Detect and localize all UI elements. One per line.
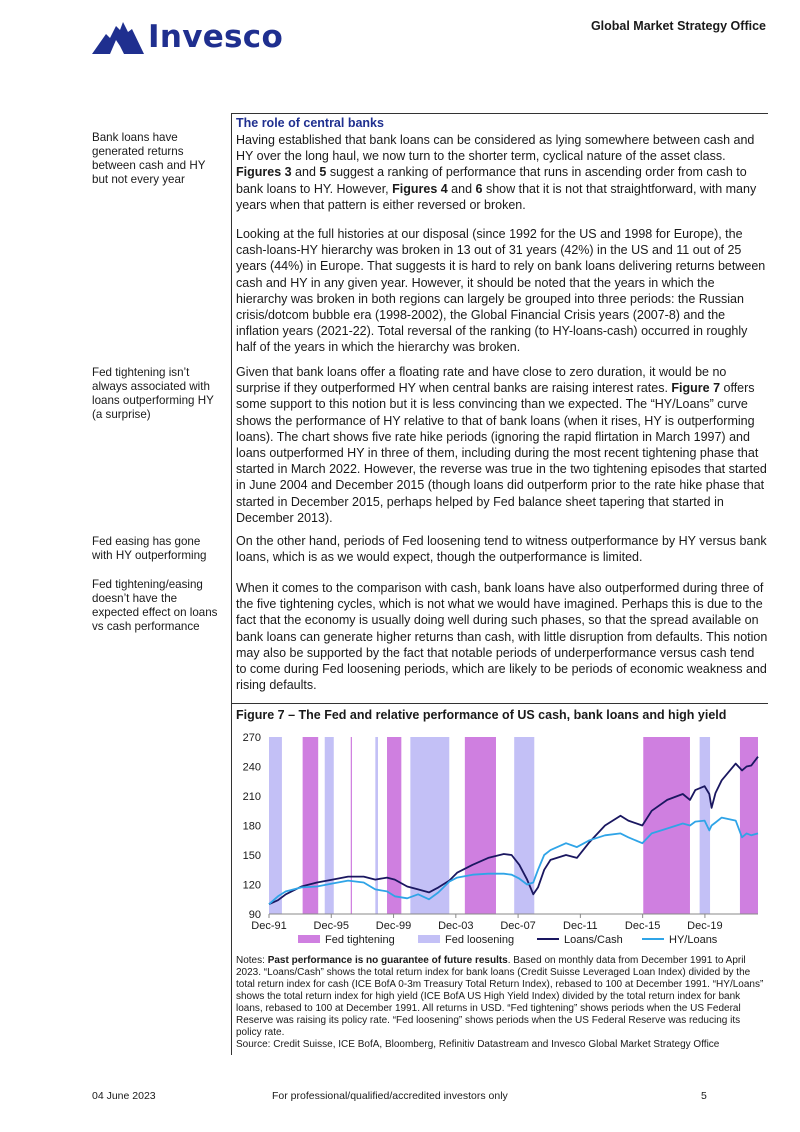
fed-loosening-band [325,737,334,914]
margin-note: Bank loans have generated returns between cash and HY but not every year [92,131,206,186]
fed-tightening-band [740,737,758,914]
paragraph: When it comes to the comparison with cash, bank loans have also outperformed during three of the five tightening cycles, which is not what we would have imagined. Perhaps this is due to the fact that the economy is usually doing well during such phases, so that the spread available on bank loans can generate higher returns than cash, with little disruption from defaults. This notion may also be supported by the fact that notable periods of underperformance versus cash tend to come during Fed loosening periods, which are likely to be periods of economic weakness and rising defaults. [236,581,768,693]
y-tick-label: 150 [242,850,261,862]
y-tick-label: 210 [242,791,261,803]
fed-loosening-band [269,737,282,914]
legend-swatch [418,935,440,943]
x-tick-label: Dec-19 [687,920,723,932]
office-name: Global Market Strategy Office [590,19,766,33]
y-tick-label: 240 [242,761,261,774]
invesco-logo [92,18,283,56]
fed-loosening-band [375,737,378,914]
mountain-logo-icon [92,20,144,54]
legend-label: Loans/Cash [564,934,623,946]
figure-title: Figure 7 – The Fed and relative performance of US cash, bank loans and high yield [236,708,727,722]
x-tick-label: Dec-15 [624,920,661,932]
fed-tightening-band [351,737,352,914]
figure-7-chart [232,728,768,952]
x-tick-label: Dec-99 [375,920,412,932]
y-tick-label: 180 [242,820,261,833]
paragraph: Looking at the full histories at our disposal (since 1992 for the US and 1998 for Europe), the cash-loans-HY hierarchy was broken in 13 out of 31 years (42%) in the US and 11 out of 25 years (44%) in Europe. That suggests it is hard to rely on bank loans delivering returns between cash and HY in any given year. However, it should be noted that the years in which the hierarchy was broken in both regions can largely be grouped into three periods: the Russian crisis/dotcom bubble era (1998-2002), the Global Financial Crisis years (2007-8) and the inflation years (2021-22). Total reversal of the ranking (to HY-loans-cash) occurred in roughly half of the years in which the hierarchy was broken. [236,227,766,355]
figure-rule [232,703,768,704]
paragraph: On the other hand, periods of Fed loosening tend to witness outperformance by HY versus bank loans, which is as we would expect, though the outperformance is limited. [236,534,767,565]
fed-tightening-band [465,737,496,914]
y-tick-label: 120 [242,879,261,892]
legend-label: Fed tightening [325,934,395,946]
x-tick-label: Dec-91 [251,920,287,932]
y-tick-label: 270 [242,732,261,744]
paragraph: Given that bank loans offer a floating rate and have close to zero duration, it would be no surprise if they outperformed HY when central banks are raising interest rates. Figure 7 offers some support to this notion but it is less convincing than we expected. The “HY/Loans” curve shows the performance of HY relative to that of bank loans (when it rises, HY is outperforming loans). The chart shows five rate hike periods (ignoring the rapid flirtation in March 1997) and loans outperformed HY in three of them, including during the most recent tightening phase that started in March 2022. However, the reverse was true in the two tightening episodes that started in June 2004 and December 2015 (though loans did outperform prior to the rate hike phase that started in December 2015, perhaps helped by Fed balance sheet tapering that started in December 2013). [236,365,767,525]
section-title: The role of central banks [236,116,384,130]
fed-tightening-band [643,737,690,914]
margin-note: Fed tightening isn’t always associated with loans outperforming HY (a surprise) [92,366,214,421]
x-tick-label: Dec-07 [500,920,536,932]
legend-label: Fed loosening [445,934,515,946]
fed-loosening-band [700,737,710,914]
figure-notes: Notes: Past performance is no guarantee of future results. Based on monthly data from December 1991 to April 2023. “Loans/Cash” shows the total return index for bank loans (Credit Suisse Leveraged Loan Index) divided by the total return index for cash (ICE BofA 0-3m Treasury Total Return Index), rebased to 100 at December 1991. “HY/Loans” shows the total return index for high yield (ICE BofA US High Yield Index) divided by the total return index for bank loans, rebased to 100 at December 1991. All returns in USD. “Fed tightening” shows periods when the US Federal Reserve was raising its policy rate. “Fed loosening” shows periods when the US Federal Reserve was reducing its policy rate. Source: Credit Suisse, ICE BofA, Bloomberg, Refinitiv Datastream and Invesco Global Market Strategy Office [236,955,764,1050]
figure-source: Source: Credit Suisse, ICE BofA, Bloomberg, Refinitiv Datastream and Invesco Global Market Strategy Office [236,1039,720,1050]
legend-swatch [298,935,320,943]
y-tick-label: 90 [248,909,261,921]
margin-note: Fed tightening/easing doesn’t have the expected effect on loans vs cash performance [92,578,218,633]
footer-date: 04 June 2023 [92,1090,156,1102]
x-tick-label: Dec-95 [313,920,350,932]
paragraph: Having established that bank loans can be considered as lying somewhere between cash and HY over the long haul, we now turn to the shorter term, cyclical nature of the asset class. Figures 3 and 5 suggest a ranking of performance that runs in ascending order from cash to bank loans to HY. However, Figures 4 and 6 show that it is not that straightforward, with many years when that pattern is either reversed or broken. [236,133,757,212]
x-tick-label: Dec-11 [563,920,598,932]
legend-label: HY/Loans [669,934,718,946]
logo-text: Invesco [148,19,284,55]
page-number: 5 [701,1090,707,1102]
section-rule [232,113,768,114]
margin-note: Fed easing has gone with HY outperforming [92,535,207,562]
fed-tightening-band [387,737,401,914]
x-tick-label: Dec-03 [438,920,474,932]
footer-disclaimer: For professional/qualified/accredited investors only [272,1090,508,1102]
